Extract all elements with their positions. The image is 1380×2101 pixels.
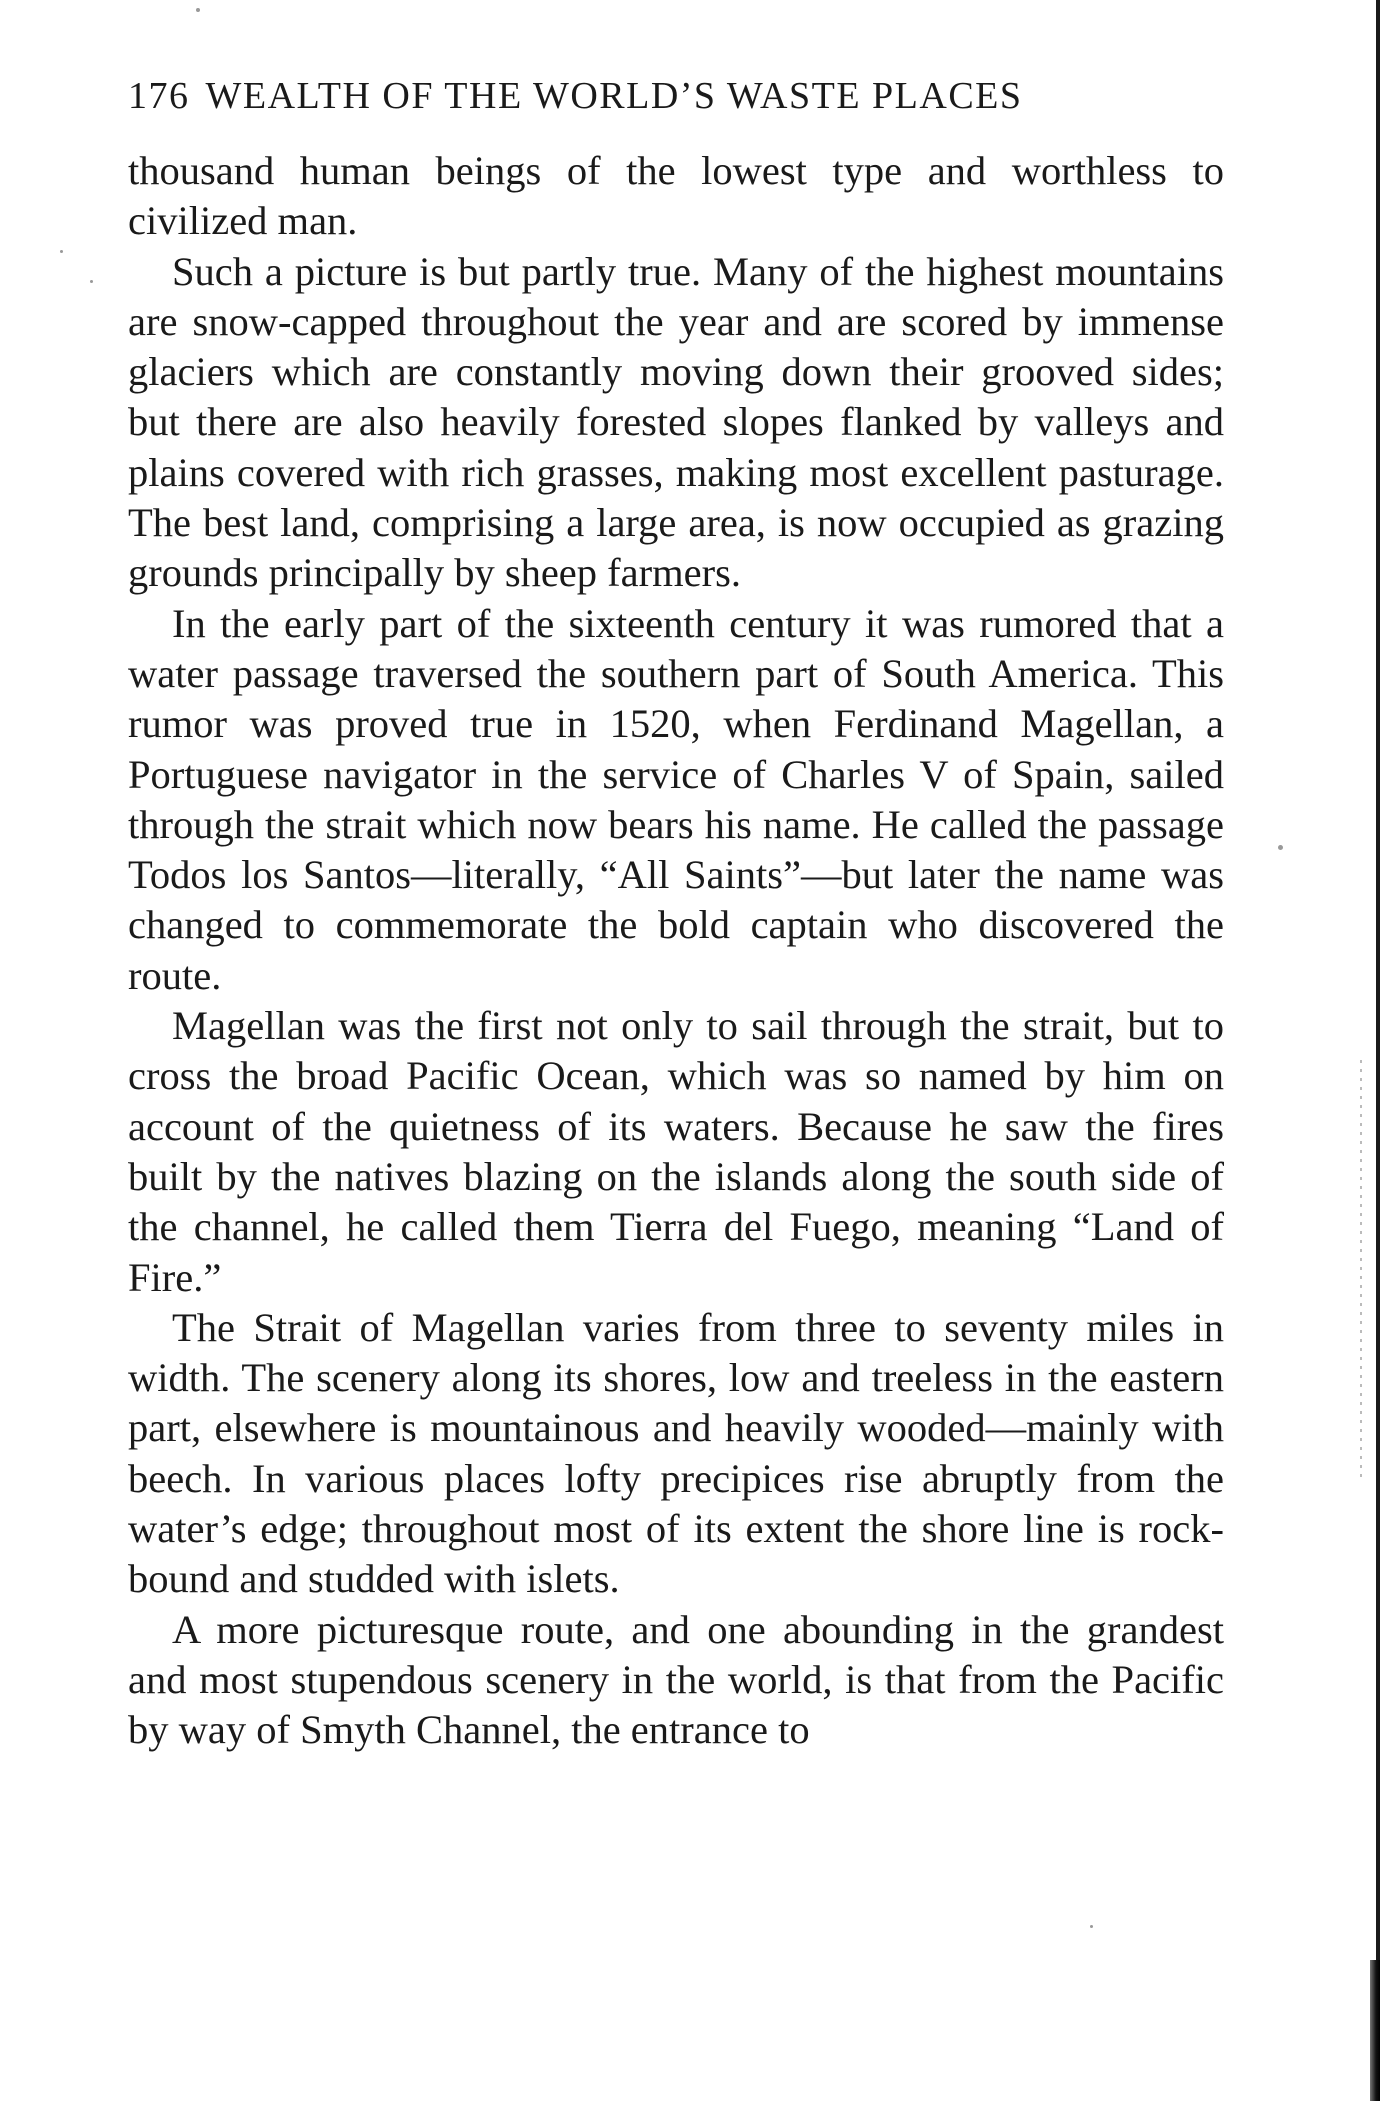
paragraph: A more picturesque route, and one abounding in the grandest and most stupendous scenery in the world, is that from the Pacific by way of Smyth Channel, the entrance to — [128, 1606, 1224, 1753]
scan-binding-shadow — [1370, 1960, 1380, 2101]
scan-speck — [1278, 845, 1283, 850]
running-title: WEALTH OF THE WORLD’S WASTE PLACES — [205, 75, 1023, 117]
paragraph-continued: thousand human beings of the lowest type and worthless to civilized man. — [128, 148, 1224, 244]
scan-speck — [1090, 1925, 1093, 1928]
scan-edge-line — [1376, 0, 1380, 2101]
paragraph: Such a picture is but partly true. Many of the highest mountains are snow-capped throughout the year and are scored by immense glaciers which are constantly moving down their grooved sides; but there are also heavily forested slopes flanked by valleys and plains covered with rich grasses, making most excellent pasturage. The best land, comprising a large area, is now occupied as grazing grounds principally by sheep farmers. — [128, 248, 1224, 596]
scan-speck — [90, 280, 93, 283]
body-text — [128, 146, 1224, 1756]
paragraph: In the early part of the sixteenth century it was rumored that a water passage traversed the southern part of South America. This rumor was proved true in 1520, when Ferdinand Magellan, a Portuguese navigator in the service of Charles V of Spain, sailed through the strait which now bears his name. He called the passage Todos los Santos—literally, “All Saints”—but later the name was changed to commemorate the bold captain who discovered the route. — [128, 600, 1224, 998]
scan-speck — [60, 250, 63, 253]
paragraph: Magellan was the first not only to sail through the strait, but to cross the broad Pacific Ocean, which was so named by him on account of the quietness of its waters. Because he saw the fires built by the natives blazing on the islands along the south side of the channel, he called them Tierra del Fuego, meaning “Land of Fire.” — [128, 1003, 1224, 1300]
running-header — [128, 72, 1023, 120]
page-number: 176 — [128, 75, 190, 117]
paragraph: The Strait of Magellan varies from three to seventy miles in width. The scenery along its shores, low and treeless in the eastern part, elsewhere is mountainous and heavily wooded—mainly with beech. In various places lofty precipices rise abruptly from the water’s edge; throughout most of its extent the shore line is rock-bound and studded with islets. — [128, 1304, 1224, 1602]
scan-margin-noise — [1360, 1060, 1362, 1480]
scan-speck — [196, 8, 200, 12]
